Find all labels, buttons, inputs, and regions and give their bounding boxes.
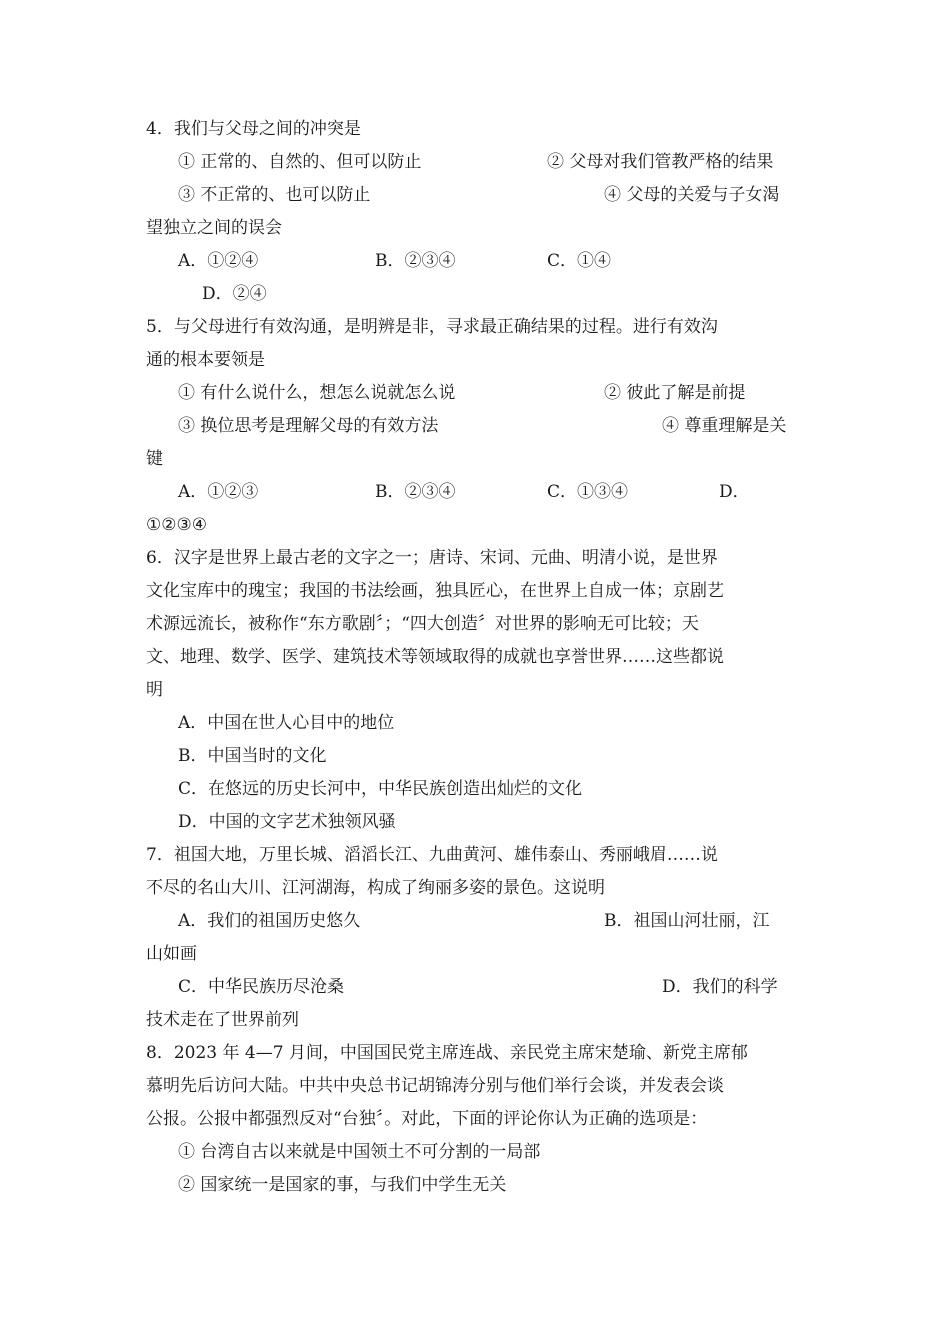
q5-statement-2: ② 彼此了解是前提 [604,383,746,403]
q5-option-c: C．①③④ [547,482,629,502]
q7-option-d: D．我们的科学 [662,977,778,997]
q4-option-b: B．②③④ [375,251,456,271]
q5-stem-line-2: 通的根本要领是 [146,350,265,370]
q5-option-b: B．②③④ [375,482,456,502]
q6-stem-line-4: 文、地理、数学、医学、建筑技术等领域取得的成就也享誉世界……这些都说 [146,647,724,667]
q8-stem-line-2: 慕明先后访问大陆。中共中央总书记胡锦涛分别与他们举行会谈，并发表会谈 [146,1076,724,1096]
q8-statement-1: ① 台湾自古以来就是中国领土不可分割的一局部 [178,1142,541,1162]
q4-statement-4: ④ 父母的关爱与子女渴 [604,185,780,205]
q8-stem-line-3: 公报。公报中都强烈反对“台独〞。对此，下面的评论你认为正确的选项是： [146,1109,708,1129]
q7-option-a: A．我们的祖国历史悠久 [178,911,361,931]
q6-stem-line-3: 术源远流长，被称作“东方歌剧〞；“四大创造〞对世界的影响无可比较；天 [146,614,699,634]
q7-option-b-cont: 山如画 [146,944,197,964]
q5-statement-4: ④ 尊重理解是关 [662,416,787,436]
q8-statement-2: ② 国家统一是国家的事，与我们中学生无关 [178,1175,507,1195]
q5-option-d-cont: ①②③④ [146,515,207,535]
q6-stem-line-2: 文化宝库中的瑰宝；我国的书法绘画，独具匠心，在世界上自成一体；京剧艺 [146,581,724,601]
q6-option-c: C．在悠远的历史长河中，中华民族创造出灿烂的文化 [178,779,583,799]
q4-option-d: D．②④ [202,284,267,304]
q7-stem-line-1: 7．祖国大地，万里长城、滔滔长江、九曲黄河、雄伟泰山、秀丽峨眉……说 [146,845,718,865]
q6-option-b: B．中国当时的文化 [178,746,327,766]
q8-stem-line-1: 8．2023 年 4—7 月间，中国国民党主席连战、亲民党主席宋楚瑜、新党主席郁 [146,1043,748,1063]
q7-option-b: B．祖国山河壮丽，江 [604,911,770,931]
q4-statement-4-cont: 望独立之间的误会 [146,218,282,238]
q7-option-c: C．中华民族历尽沧桑 [178,977,345,997]
q5-statement-1: ① 有什么说什么，想怎么说就怎么说 [178,383,456,403]
q6-stem-line-5: 明 [146,680,163,700]
q6-option-d: D．中国的文字艺术独领风骚 [178,812,396,832]
q5-statement-4-cont: 键 [146,449,163,469]
q4-option-c: C．①④ [547,251,612,271]
q6-stem-line-1: 6．汉字是世界上最古老的文字之一；唐诗、宋词、元曲、明清小说，是世界 [146,548,718,568]
q4-stem: 4．我们与父母之间的冲突是 [146,119,361,139]
q5-statement-3: ③ 换位思考是理解父母的有效方法 [178,416,439,436]
q4-statement-3: ③ 不正常的、也可以防止 [178,185,371,205]
q6-option-a: A．中国在世人心目中的地位 [178,713,395,733]
q7-stem-line-2: 不尽的名山大川、江河湖海，构成了绚丽多姿的景色。这说明 [146,878,605,898]
q4-statement-2: ② 父母对我们管教严格的结果 [547,152,774,172]
q5-stem-line-1: 5．与父母进行有效沟通，是明辨是非，寻求最正确结果的过程。进行有效沟 [146,317,718,337]
q4-option-a: A．①②④ [178,251,259,271]
q5-option-a: A．①②③ [178,482,259,502]
q7-option-d-cont: 技术走在了世界前列 [146,1010,299,1030]
q5-option-d: D． [719,482,750,502]
q4-statement-1: ① 正常的、自然的、但可以防止 [178,152,422,172]
